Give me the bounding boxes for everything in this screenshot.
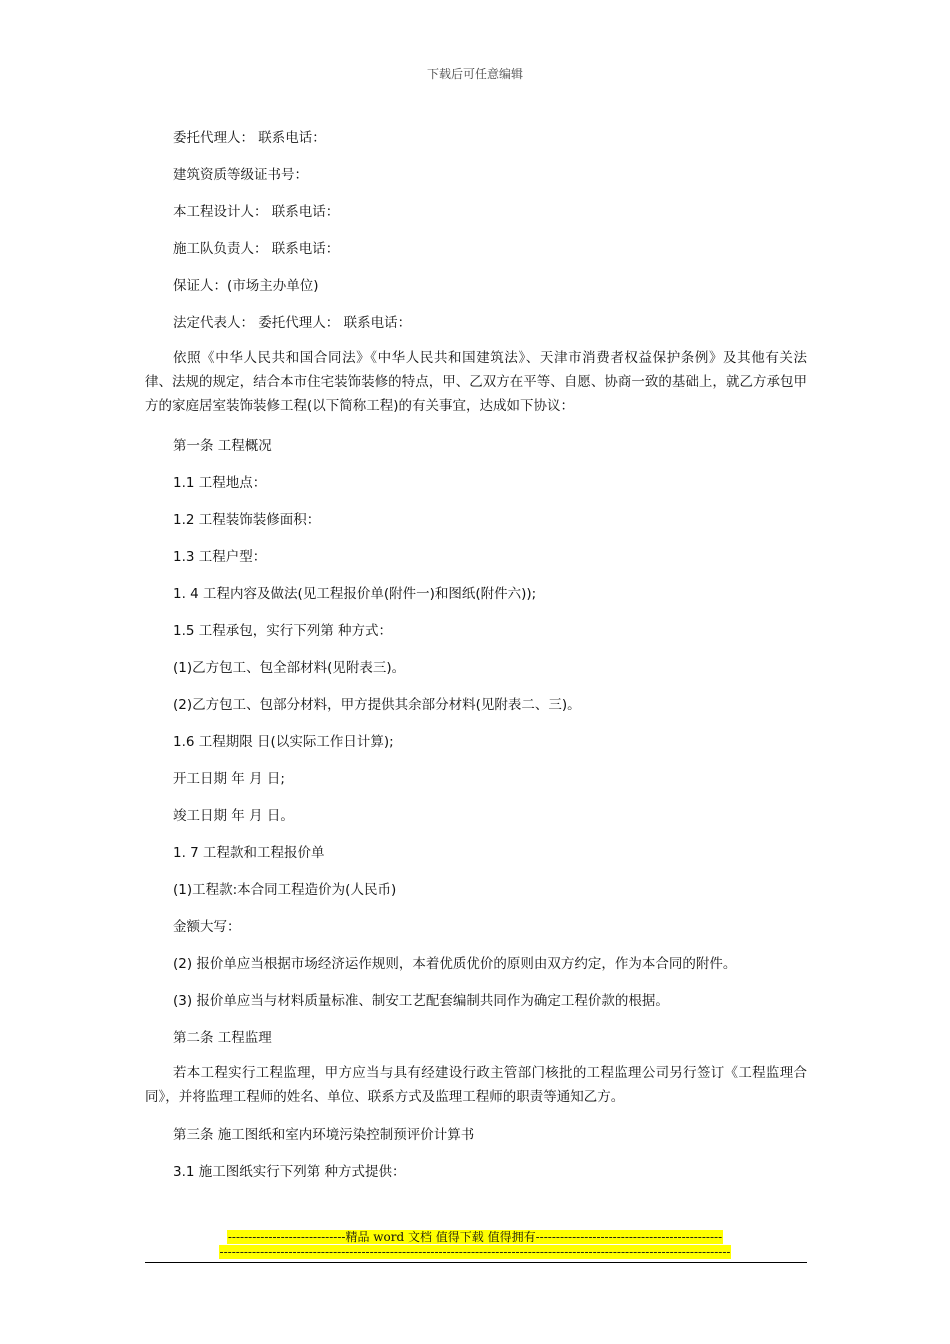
paragraph-qualification-cert: 建筑资质等级证书号：: [173, 167, 308, 183]
paragraph-agreement-basis: 依照《中华人民共和国合同法》《中华人民共和国建筑法》、天津市消费者权益保护条例》及其他有关法律、法规的规定，结合本市住宅装饰装修的特点，甲、乙双方在平等、自愿、协商一致的基础上，就乙方承包甲方的家庭居室装饰装修工程(以下简称工程)的有关事宜，达成如下协议：: [145, 350, 807, 414]
footer-banner-text-1: -----------------------------精品 word 文档 值得下载 值得拥有----------------------------------------------: [227, 1230, 723, 1244]
clause-1-2: 1.2 工程装饰装修面积：: [173, 512, 321, 528]
completion-date: 竣工日期 年 月 日。: [173, 808, 294, 824]
clause-1-3: 1.3 工程户型：: [173, 549, 267, 565]
footer-banner-line-1: [0, 1230, 950, 1245]
clause-1-7: 1. 7 工程款和工程报价单: [173, 845, 325, 861]
clause-1-5: 1.5 工程承包，实行下列第 种方式：: [173, 623, 393, 639]
paragraph-legal-representative: 法定代表人： 委托代理人： 联系电话：: [173, 315, 412, 331]
section-heading-article-3: 第三条 施工图纸和室内环境污染控制预评价计算书: [173, 1127, 475, 1143]
clause-1-5-option-1: (1)乙方包工、包全部材料(见附表三)。: [173, 660, 406, 676]
clause-1-6: 1.6 工程期限 日(以实际工作日计算);: [173, 734, 394, 750]
clause-1-7-item-3: (3) 报价单应当与材料质量标准、制安工艺配套编制共同作为确定工程价款的根据。: [173, 993, 669, 1009]
section-heading-article-2: 第二条 工程监理: [173, 1030, 272, 1046]
clause-1-4: 1. 4 工程内容及做法(见工程报价单(附件一)和图纸(附件六));: [173, 586, 537, 602]
page-header: 下载后可任意编辑: [426, 67, 523, 81]
clause-1-7-item-2: (2) 报价单应当根据市场经济运作规则，本着优质优价的原则由双方约定，作为本合同的附件。: [173, 956, 737, 972]
amount-in-words: 金额大写：: [173, 919, 241, 935]
footer-banner-text-2: ------------------------------------------------------------------------------------------------------------------------------: [219, 1245, 731, 1259]
clause-3-1: 3.1 施工图纸实行下列第 种方式提供：: [173, 1164, 406, 1180]
section-heading-article-1: 第一条 工程概况: [173, 438, 272, 454]
paragraph-agent-contact: 委托代理人： 联系电话：: [173, 130, 326, 146]
paragraph-designer-contact: 本工程设计人： 联系电话：: [173, 204, 340, 220]
clause-1-7-item-1: (1)工程款:本合同工程造价为(人民币): [173, 882, 397, 898]
paragraph-guarantor: 保证人：(市场主办单位): [173, 278, 319, 294]
footer-banner-line-2: [0, 1245, 950, 1260]
clause-1-1: 1.1 工程地点：: [173, 475, 267, 491]
clause-1-5-option-2: (2)乙方包工、包部分材料，甲方提供其余部分材料(见附表二、三)。: [173, 697, 581, 713]
start-date: 开工日期 年 月 日;: [173, 771, 285, 787]
paragraph-crew-leader-contact: 施工队负责人： 联系电话：: [173, 241, 340, 257]
footer-rule: [145, 1262, 807, 1263]
paragraph-supervision: 若本工程实行工程监理，甲方应当与具有经建设行政主管部门核批的工程监理公司另行签订《工程监理合同》，并将监理工程师的姓名、单位、联系方式及监理工程师的职责等通知乙方。: [145, 1065, 807, 1105]
